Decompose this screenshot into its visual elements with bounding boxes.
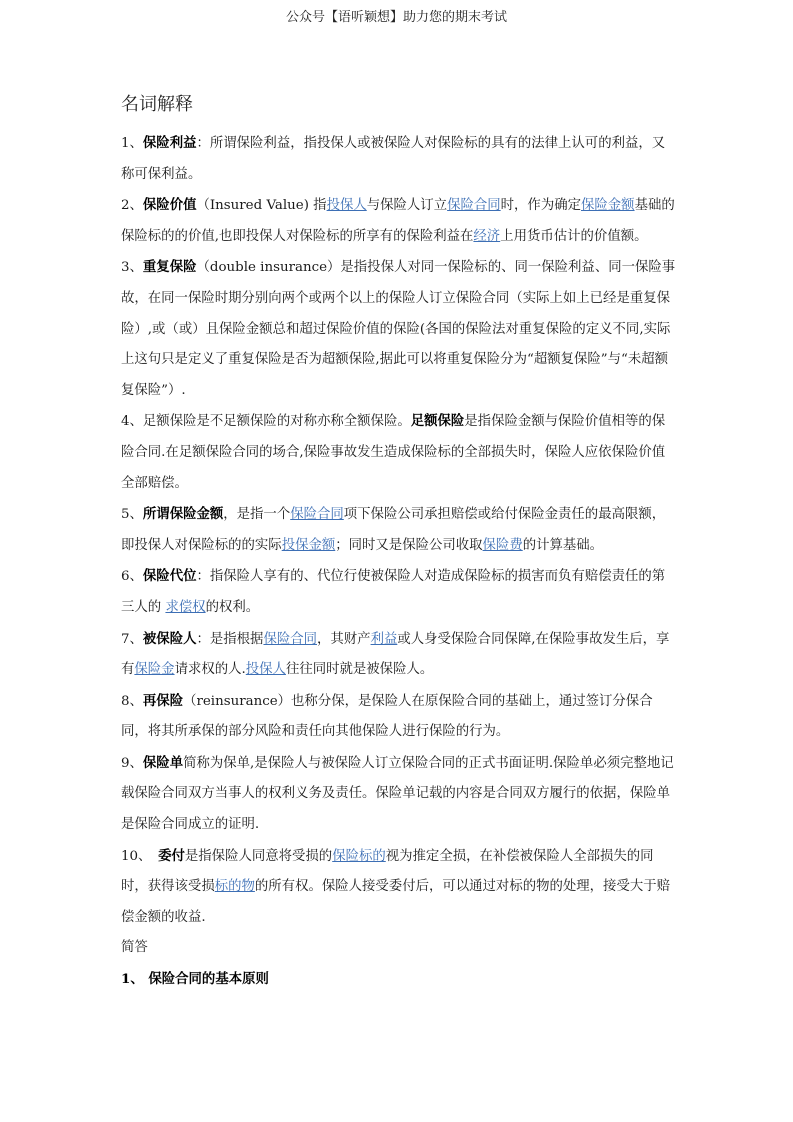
- hyperlink[interactable]: 保险合同: [447, 198, 501, 214]
- term-label: 被保险人: [142, 630, 197, 647]
- term-label: 再保险: [142, 692, 184, 709]
- text-run: 1、: [121, 136, 143, 151]
- definition-item: [121, 252, 677, 406]
- text-run: 与保险人订立: [366, 198, 448, 214]
- hyperlink[interactable]: 标的物: [214, 879, 255, 895]
- text-run: ，是指一个: [223, 507, 291, 523]
- text-run: 的权利。: [205, 599, 260, 615]
- section-heading: 1、 保险合同的基本原则: [121, 971, 269, 988]
- definition-item: [121, 190, 677, 252]
- hyperlink[interactable]: 利益: [370, 631, 398, 647]
- text-run: 2、: [121, 198, 143, 214]
- term-label: 委付: [158, 847, 185, 864]
- term-label: 重复保险: [142, 259, 197, 276]
- text-run: 时，作为确定: [500, 198, 581, 214]
- text-run: 简称为保单,是保险人与被保险人订立保险合同的正式书面证明.保险单必须完整地记载保险合同双方当事人的权利义务及责任。保险单记载的内容是合同双方履行的依据，保险单是保险合同成立的证明.: [121, 755, 674, 833]
- text-run: 的所有权。保险人接受委付后，可以通过对标的物的处理，接受大于赔偿金额的收益.: [121, 879, 671, 925]
- term-label: 保险价值: [142, 197, 197, 214]
- document-body: [121, 128, 677, 995]
- text-run: 8、: [121, 693, 143, 709]
- text-run: ：是指根据: [196, 631, 264, 647]
- text-run: 或人身受保险合同保障,在保险事故发生后，享有: [121, 631, 670, 678]
- section-label-short-answer: 简答: [121, 940, 148, 956]
- definition-item: [121, 841, 677, 934]
- definition-item: [121, 624, 677, 686]
- text-run: （Insured Value) 指: [196, 198, 327, 214]
- term-label: 所谓保险金额: [142, 506, 224, 523]
- text-run: 3、: [121, 260, 143, 276]
- definition-item: [121, 128, 677, 190]
- text-run: 5、: [121, 507, 143, 523]
- hyperlink[interactable]: 保险费: [482, 537, 523, 553]
- hyperlink[interactable]: 投保人: [245, 662, 286, 678]
- text-run: 基础的保险标的的价值,也即投保人对保险标的所享有的保险利益在: [121, 198, 675, 244]
- text-run: 是指保险金额与保险价值相等的保险合同.在足额保险合同的场合,保险事故发生造成保险标的全部损失时，保险人应依保险价值全部赔偿。: [121, 414, 666, 491]
- text-run: 7、: [121, 631, 143, 647]
- text-run: 往往同时就是被保险人。: [285, 662, 434, 678]
- text-run: ：指保险人享有的、代位行使被保险人对造成保险标的损害而负有赔偿责任的第三人的: [121, 569, 666, 615]
- text-run: 9、: [121, 755, 143, 771]
- hyperlink[interactable]: 保险标的: [332, 848, 386, 864]
- hyperlink[interactable]: 保险合同: [263, 631, 317, 647]
- text-run: 项下保险公司承担赔偿或给付保险金责任的最高限额，即投保人对保险标的的实际: [121, 507, 666, 553]
- definition-item: [121, 561, 677, 623]
- hyperlink[interactable]: 保险金额: [581, 198, 635, 214]
- text-run: 6、: [121, 569, 143, 585]
- text-run: 10、: [121, 848, 159, 864]
- term-label: 保险利益: [142, 135, 197, 151]
- text-run: 是指保险人同意将受损的: [184, 848, 333, 864]
- term-label: 保险单: [142, 754, 184, 771]
- hyperlink[interactable]: 投保人: [326, 198, 367, 214]
- text-run: 的计算基础。: [522, 537, 604, 553]
- hyperlink[interactable]: 经济: [473, 228, 501, 244]
- text-run: 请求权的人.: [174, 662, 246, 678]
- definition-item: [121, 686, 677, 748]
- text-run: （double insurance）是指投保人对同一保险标的、同一保险利益、同一保险事故，在同一保险时期分别向两个或两个以上的保险人订立保险合同（实际上如上已经是重复保险）,或（或）且保险金额总和超过保险价值的保险(各国的保险法对重复保险的定义不同,实际上这句只是定义了重复保险是否为超额保险,据此可以将重复保险分为“超额复保险”与“未超额复保险”）.: [121, 260, 676, 398]
- page-title: 名词解释: [121, 94, 193, 115]
- definition-item: [121, 748, 677, 841]
- text-run: 4、足额保险是不足额保险的对称亦称全额保险。: [121, 414, 411, 430]
- definitions-list: [121, 128, 677, 933]
- hyperlink[interactable]: 保险金: [134, 662, 175, 678]
- definition-item: [121, 499, 677, 561]
- page-header: 公众号【语听颖想】助力您的期末考试: [285, 10, 507, 25]
- hyperlink[interactable]: 保险合同: [290, 507, 344, 523]
- text-run: 上用货币估计的价值额。: [500, 228, 648, 244]
- text-run: ，其财产: [317, 631, 371, 647]
- text-run: 视为推定全损，在补偿被保险人全部损失的同时，获得该受损: [121, 848, 654, 895]
- term-label: 足额保险: [410, 413, 465, 430]
- text-run: （reinsurance）也称分保，是保险人在原保险合同的基础上，通过签订分保合同，将其所承保的部分风险和责任向其他保险人进行保险的行为。: [121, 693, 653, 740]
- hyperlink[interactable]: 投保金额: [281, 537, 336, 553]
- hyperlink[interactable]: 求偿权: [165, 599, 206, 615]
- text-run: ：所谓保险利益，指投保人或被保险人对保险标的具有的法律上认可的利益，又称可保利益。: [121, 136, 666, 182]
- term-label: 保险代位: [142, 568, 197, 585]
- text-run: ；同时又是保险公司收取: [335, 537, 483, 553]
- definition-item: [121, 406, 677, 499]
